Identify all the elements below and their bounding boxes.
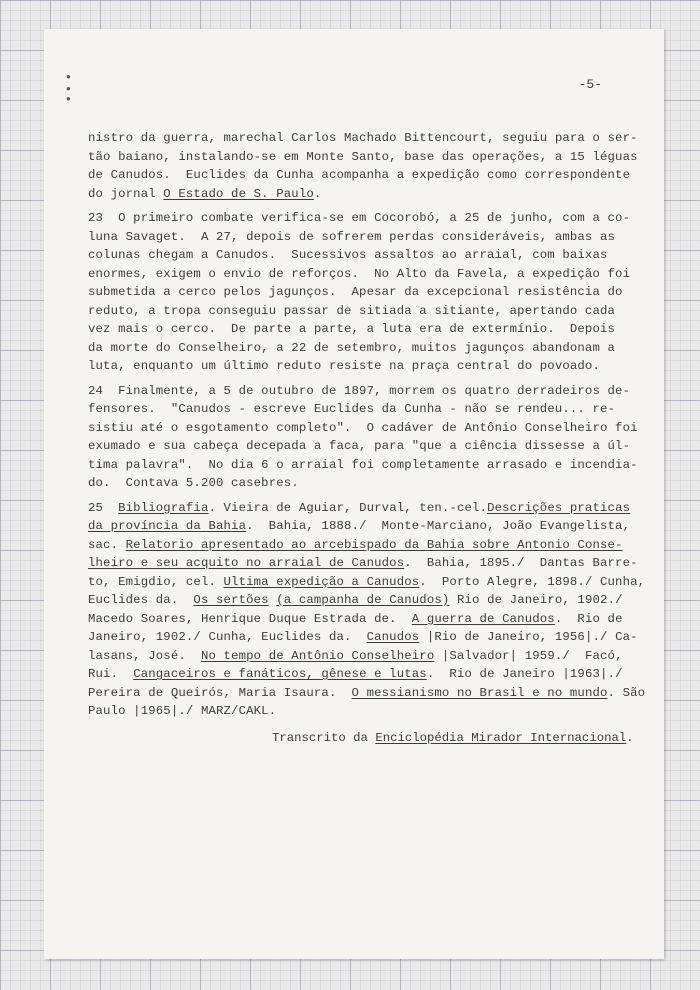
text-line: do. Contava 5.200 casebres.	[88, 476, 299, 490]
text-line: Pereira de Queirós, Maria Isaura. O messianismo no Brasil e no mundo. São	[88, 685, 646, 700]
text-line: enormes, exigem o envio de reforços. No Alto da Favela, a expedição foi	[88, 266, 631, 281]
text-line: fensores. "Canudos - escreve Euclides da Cunha - não se rendeu... re-	[88, 402, 616, 416]
document-body	[88, 129, 648, 727]
book-subtitle: (a campanha de Canudos)	[276, 593, 450, 607]
text-line: colunas chegam a Canudos. Sucessivos assaltos ao arraial, com baixas	[88, 248, 608, 262]
punch-mark: ●	[66, 85, 71, 94]
paragraph-25-bibliography	[88, 499, 648, 721]
text-line: tima palavra". No dia 6 o arraial foi completamente arrasado e incendia-	[88, 457, 638, 472]
book-title: Os sertões	[193, 593, 269, 607]
book-title: Cangaceiros e fanáticos, gênese e lutas	[133, 667, 427, 681]
newspaper-title: O Estado de S. Paulo	[163, 186, 314, 201]
text-line: da província da Bahia. Bahia, 1888./ Monte-Marciano, João Evangelista,	[88, 519, 631, 533]
text-line: submetida a cerco pelos jagunços. Apesar da excepcional resistência do	[88, 285, 623, 299]
document-page	[44, 29, 664, 959]
text-line: luna Savaget. A 27, depois de sofrerem perdas consideráveis, ambas as	[88, 229, 616, 244]
paragraph-24	[88, 382, 648, 493]
book-title: da província da Bahia	[88, 519, 247, 533]
text-line: sistiu até o esgotamento completo". O cadáver de Antônio Conselheiro foi	[88, 420, 638, 435]
book-title: Relatorio apresentado ao arcebispado da Bahia sobre Antonio Conse-	[125, 537, 623, 552]
source-credit: Transcrito da Enciclopédia Mirador Internacional.	[272, 731, 634, 745]
text-line: 25 Bibliografia. Vieira de Aguiar, Durval, ten.-cel.Descrições praticas	[88, 500, 631, 515]
text-line: Euclides da. Os sertões (a campanha de Canudos) Rio de Janeiro, 1902./	[88, 593, 623, 607]
punch-mark: ●	[66, 95, 71, 104]
text-line: sac. Relatorio apresentado ao arcebispado da Bahia sobre Antonio Conse-	[88, 537, 623, 552]
text-line: lheiro e seu acquito no arraial de Canudos. Bahia, 1895./ Dantas Barre-	[88, 556, 638, 570]
text-line: vez mais o cerco. De parte a parte, a luta era de extermínio. Depois	[88, 322, 616, 336]
text-line: tão baiano, instalando-se em Monte Santo, base das operações, a 15 léguas	[88, 149, 638, 164]
text-line: Macedo Soares, Henrique Duque Estrada de. A guerra de Canudos. Rio de	[88, 611, 623, 626]
text-line: Rui. Cangaceiros e fanáticos, gênese e lutas. Rio de Janeiro |1963|./	[88, 667, 623, 681]
book-title: No tempo de Antônio Conselheiro	[200, 648, 435, 663]
book-title: Canudos	[366, 630, 420, 644]
text-line: to, Emigdio, cel. Ultima expedição a Canudos. Porto Alegre, 1898./ Cunha,	[88, 574, 646, 589]
book-title: Descrições praticas	[487, 500, 631, 515]
text-line: Janeiro, 1902./ Cunha, Euclides da. Canudos |Rio de Janeiro, 1956|./ Ca-	[88, 630, 638, 644]
bibliography-heading: Bibliografia	[118, 500, 209, 515]
page-number: -5-	[578, 77, 602, 92]
text-line: da morte do Conselheiro, a 22 de setembro, muitos jagunços abandonam a	[88, 340, 616, 355]
book-title: O messianismo no Brasil e no mundo	[351, 685, 608, 700]
paragraph-23	[88, 209, 648, 376]
text-line: nistro da guerra, marechal Carlos Machado Bittencourt, seguiu para o ser-	[88, 131, 638, 145]
text-line: lasans, José. No tempo de Antônio Conselheiro |Salvador| 1959./ Facó,	[88, 648, 623, 663]
source-title: Enciclopédia Mirador Internacional	[375, 731, 627, 745]
text-line: exumado e sua cabeça decepada a faca, para "que a ciência dissesse a úl-	[88, 439, 631, 453]
book-title: Ultima expedição a Canudos	[223, 574, 420, 589]
text-line: de Canudos. Euclides da Cunha acompanha a expedição como correspondente	[88, 168, 631, 182]
book-title: A guerra de Canudos	[411, 611, 555, 626]
text-line: 23 O primeiro combate verifica-se em Cocorobó, a 25 de junho, com a co-	[88, 211, 631, 225]
text-line: Paulo |1965|./ MARZ/CAKL.	[88, 704, 277, 718]
punch-mark: ●	[66, 73, 71, 82]
text-line: reduto, a tropa conseguiu passar de sitiada a sitiante, apertando cada	[88, 303, 616, 318]
text-line: do jornal O Estado de S. Paulo.	[88, 186, 322, 201]
paragraph-continuation	[88, 129, 648, 203]
book-title: lheiro e seu acquito no arraial de Canudos	[88, 556, 405, 570]
text-line: 24 Finalmente, a 5 de outubro de 1897, morrem os quatro derradeiros de-	[88, 383, 631, 398]
text-line: luta, enquanto um último reduto resiste na praça central do povoado.	[88, 359, 600, 373]
